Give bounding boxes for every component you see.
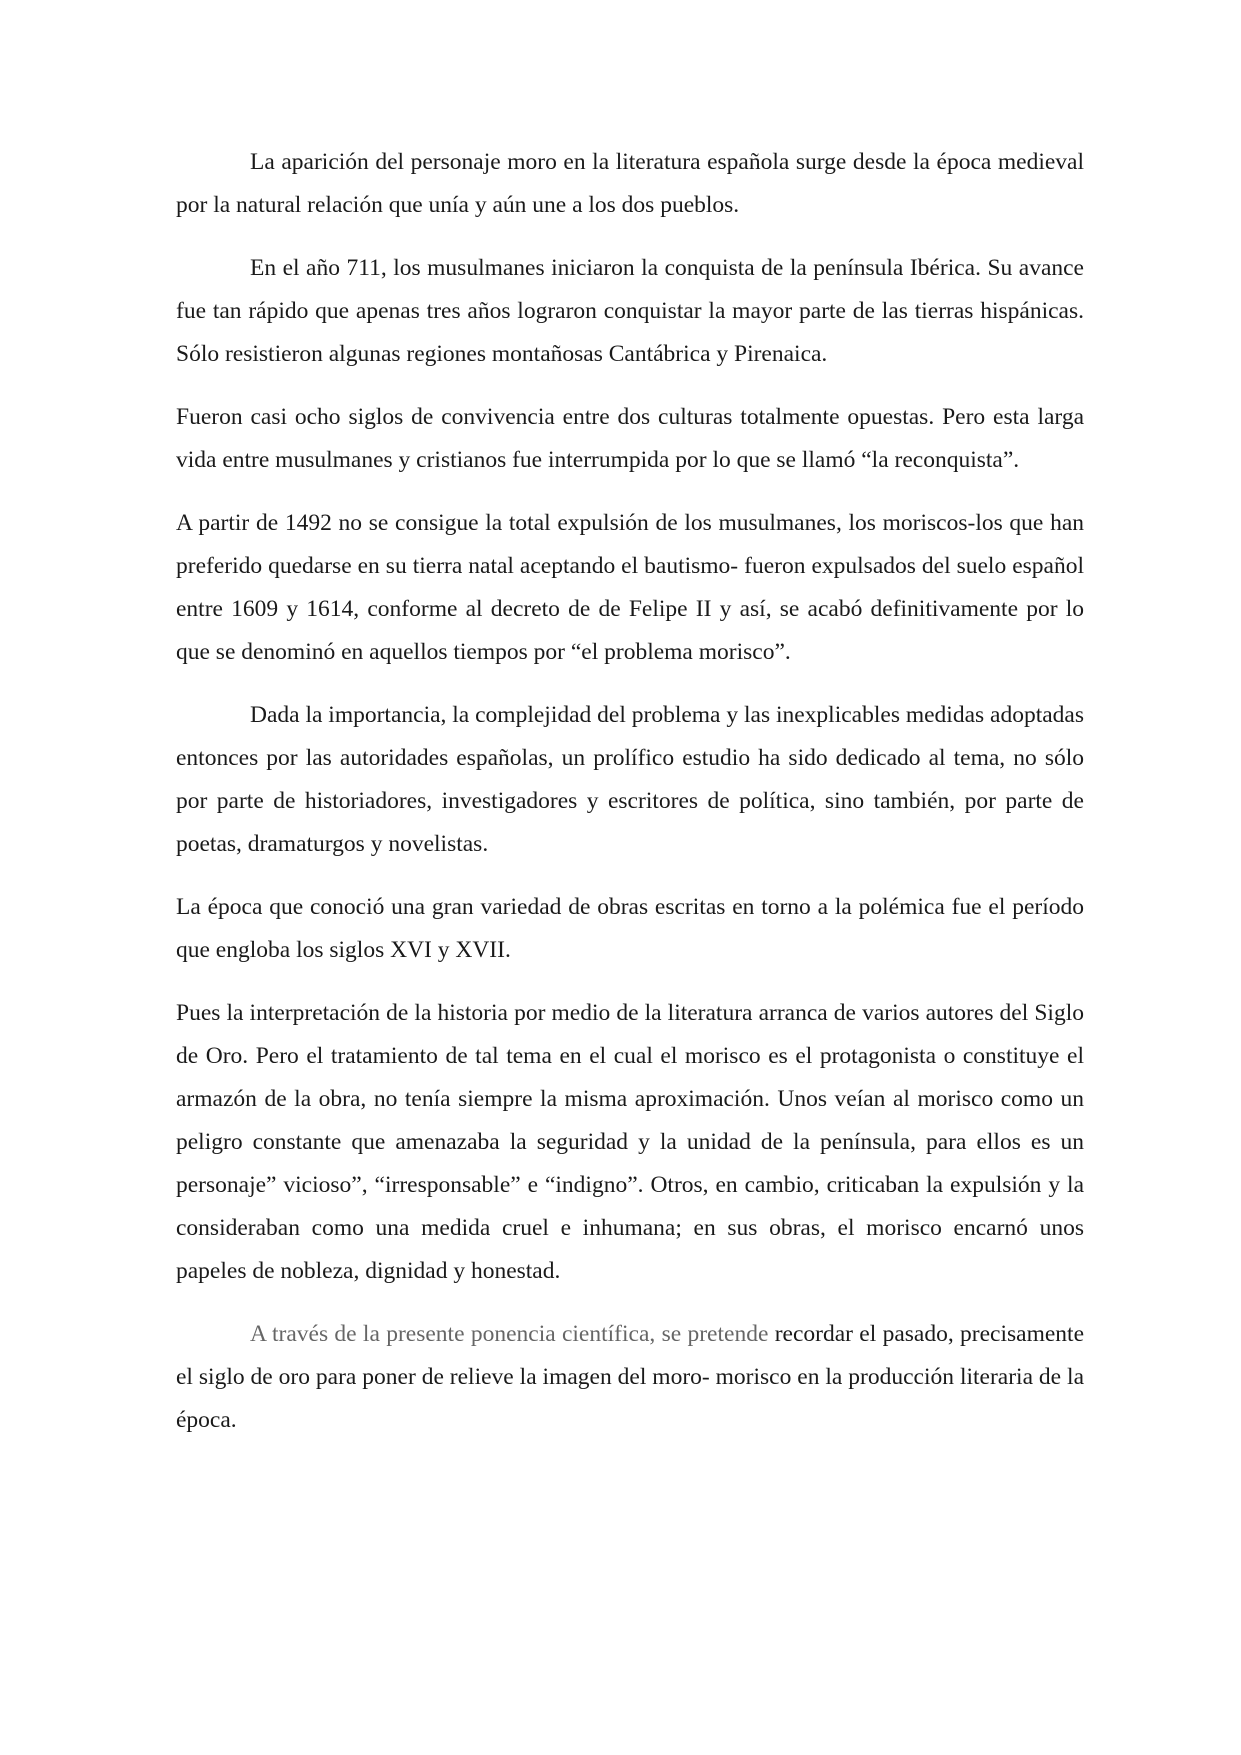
paragraph-7: Pues la interpretación de la historia por medio de la literatura arranca de varios autores del Siglo de Oro. Pero el tratamiento de tal tema en el cual el morisco es el protagonista o constituye el armazón de la obra, no tenía siempre la misma aproximación. Unos veían al morisco como un peligro constante que amenazaba la seguridad y la unidad de la península, para ellos es un personaje” vicioso”, “irresponsable” e “indigno”. Otros, en cambio, criticaban la expulsión y la consideraban como una medida cruel e inhumana; en sus obras, el morisco encarnó unos papeles de nobleza, dignidad y honestad. — [176, 1000, 1084, 1284]
document-body — [176, 141, 1084, 1462]
paragraph-8-text: recordar el pasado, precisamente el siglo de oro para poner de relieve la imagen del moro- morisco en la producción literaria de la época. — [176, 1321, 1085, 1433]
paragraph-2: En el año 711, los musulmanes iniciaron la conquista de la península Ibérica. Su avance fue tan rápido que apenas tres años lograron conquistar la mayor parte de las tierras hispánicas. Sólo resistieron algunas regiones montañosas Cantábrica y Pirenaica. — [176, 255, 1084, 367]
paragraph-6: La época que conoció una gran variedad de obras escritas en torno a la polémica fue el período que engloba los siglos XVI y XVII. — [176, 894, 1084, 963]
paragraph-5: Dada la importancia, la complejidad del problema y las inexplicables medidas adoptadas entonces por las autoridades españolas, un prolífico estudio ha sido dedicado al tema, no sólo por parte de historiadores, investigadores y escritores de política, sino también, por parte de poetas, dramaturgos y novelistas. — [176, 702, 1084, 857]
paragraph-8-muted-text: A través de la presente ponencia científica, se pretende — [250, 1321, 769, 1347]
paragraph-8 — [176, 1313, 1084, 1442]
paragraph-4: A partir de 1492 no se consigue la total expulsión de los musulmanes, los moriscos-los que han preferido quedarse en su tierra natal aceptando el bautismo- fueron expulsados del suelo español entre 1609 y 1614, conforme al decreto de de Felipe II y así, se acabó definitivamente por lo que se denominó en aquellos tiempos por “el problema morisco”. — [176, 510, 1084, 665]
paragraph-1: La aparición del personaje moro en la literatura española surge desde la época medieval por la natural relación que unía y aún une a los dos pueblos. — [176, 149, 1084, 218]
paragraph-3: Fueron casi ocho siglos de convivencia entre dos culturas totalmente opuestas. Pero esta larga vida entre musulmanes y cristianos fue interrumpida por lo que se llamó “la reconquista”. — [176, 404, 1084, 473]
